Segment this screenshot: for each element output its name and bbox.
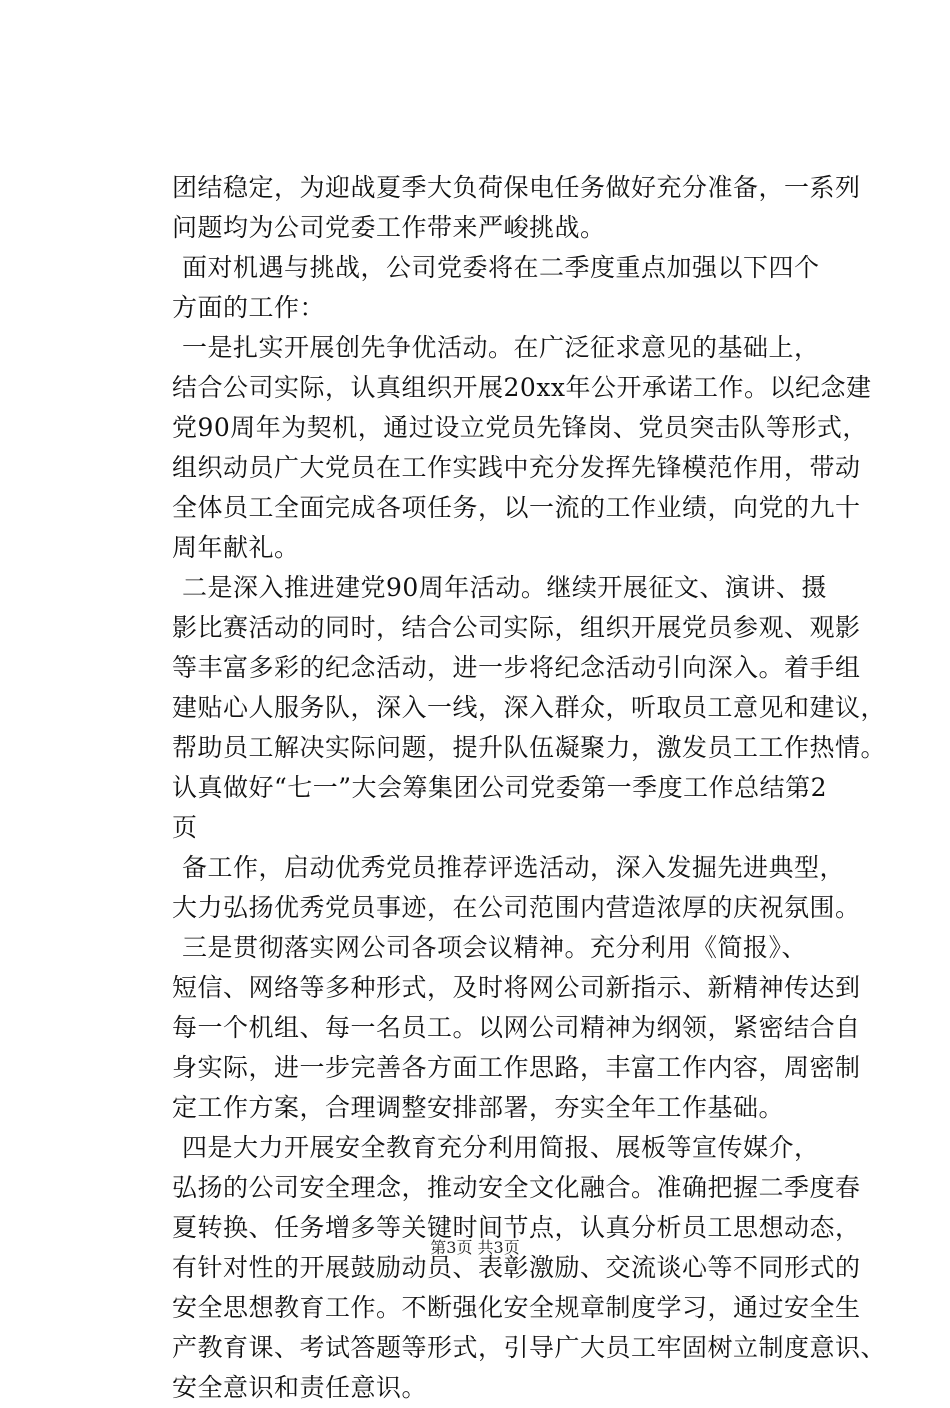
text-line: 结合公司实际，认真组织开展20xx年公开承诺工作。以纪念建 — [172, 373, 872, 402]
text-line: 短信、网络等多种形式，及时将网公司新指示、新精神传达到 — [172, 973, 861, 1002]
text-line: 弘扬的公司安全理念，推动安全文化融合。准确把握二季度春 — [172, 1173, 861, 1202]
page-footer: 第3页 共3页 — [430, 1238, 520, 1257]
text-line: 安全意识和责任意识。 — [172, 1373, 428, 1402]
text-line: 周年献礼。 — [172, 533, 300, 562]
text-line: 夏转换、任务增多等关键时间节点，认真分析员工思想动态， — [172, 1213, 861, 1242]
text-line: 大力弘扬优秀党员事迹，在公司范围内营造浓厚的庆祝氛围。 — [172, 893, 861, 922]
text-line: 认真做好“七一”大会筹集团公司党委第一季度工作总结第2 — [172, 773, 827, 802]
text-line: 党90周年为契机，通过设立党员先锋岗、党员突击队等形式， — [172, 413, 868, 442]
text-line: 三是贯彻落实网公司各项会议精神。充分利用《简报》、 — [182, 933, 808, 962]
text-line: 影比赛活动的同时，结合公司实际，组织开展党员参观、观影 — [172, 613, 861, 642]
text-line: 建贴心人服务队，深入一线，深入群众，听取员工意见和建议， — [172, 693, 887, 722]
text-line: 方面的工作： — [172, 293, 326, 322]
text-line: 安全思想教育工作。不断强化安全规章制度学习，通过安全生 — [172, 1293, 861, 1322]
text-line: 问题均为公司党委工作带来严峻挑战。 — [172, 213, 606, 242]
text-line: 等丰富多彩的纪念活动，进一步将纪念活动引向深入。着手组 — [172, 653, 861, 682]
text-line: 全体员工全面完成各项任务，以一流的工作业绩，向党的九十 — [172, 493, 861, 522]
document-body — [172, 168, 887, 1408]
text-line: 帮助员工解决实际问题，提升队伍凝聚力，激发员工工作热情。 — [172, 733, 887, 762]
text-line: 四是大力开展安全教育充分利用简报、展板等宣传媒介， — [182, 1133, 820, 1162]
text-line: 团结稳定，为迎战夏季大负荷保电任务做好充分准备，一系列 — [172, 173, 861, 202]
text-line: 产教育课、考试答题等形式，引导广大员工牢固树立制度意识、 — [172, 1333, 887, 1362]
text-line: 备工作，启动优秀党员推荐评选活动，深入发掘先进典型， — [182, 853, 846, 882]
text-line: 每一个机组、每一名员工。以网公司精神为纲领，紧密结合自 — [172, 1013, 861, 1042]
text-line: 页 — [172, 813, 198, 842]
text-line: 身实际，进一步完善各方面工作思路，丰富工作内容，周密制 — [172, 1053, 861, 1082]
text-line: 一是扎实开展创先争优活动。在广泛征求意见的基础上， — [182, 333, 820, 362]
text-line: 面对机遇与挑战，公司党委将在二季度重点加强以下四个 — [182, 253, 820, 282]
text-line: 定工作方案，合理调整安排部署，夯实全年工作基础。 — [172, 1093, 785, 1122]
text-line: 二是深入推进建党90周年活动。继续开展征文、演讲、摄 — [182, 573, 827, 602]
text-line: 组织动员广大党员在工作实践中充分发挥先锋模范作用，带动 — [172, 453, 861, 482]
text-line: 有针对性的开展鼓励动员、表彰激励、交流谈心等不同形式的 — [172, 1253, 861, 1282]
